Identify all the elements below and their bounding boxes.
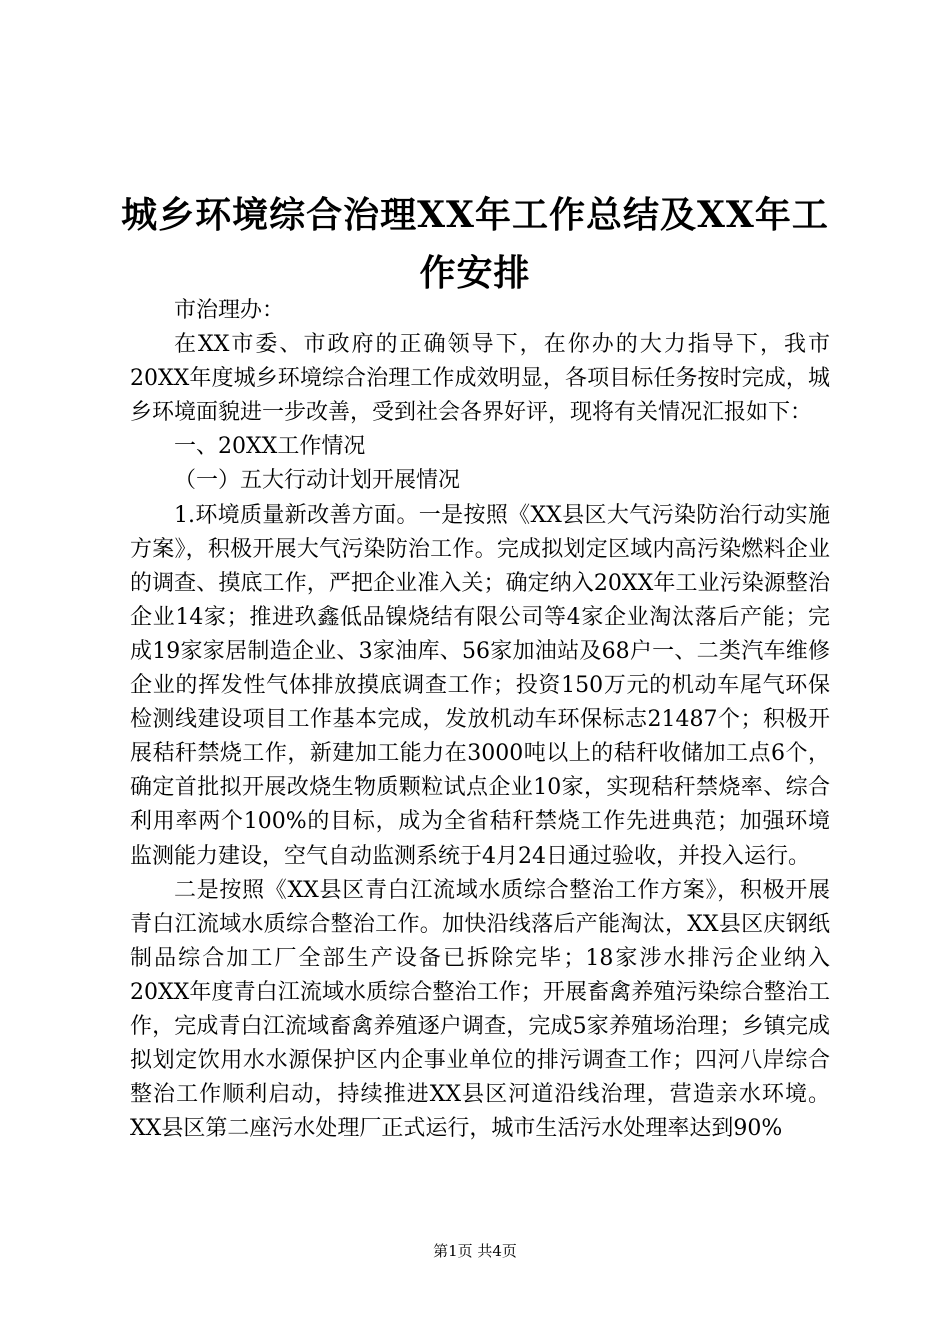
- document-body: [130, 294, 830, 1146]
- page-footer: 第1页 共4页: [433, 1242, 517, 1260]
- intro-paragraph: 在XX市委、市政府的正确领导下，在你办的大力指导下，我市20XX年度城乡环境综合治理工作成效明显，各项目标任务按时完成，城乡环境面貌进一步改善，受到社会各界好评，现将有关情况汇报如下：: [130, 332, 830, 426]
- document-title: 城乡环境综合治理XX年工作总结及XX年工作安排: [121, 194, 829, 294]
- body-paragraph: 二是按照《XX县区青白江流域水质综合整治工作方案》，积极开展青白江流域水质综合整治工作。加快沿线落后产能淘汰，XX县区庆钢纸制品综合加工厂全部生产设备已拆除完毕；18家涉水排污企业纳入20XX年度青白江流域水质综合整治工作；开展畜禽养殖污染综合整治工作，完成青白江流域畜禽养殖逐户调查，完成5家养殖场治理；乡镇完成拟划定饮用水水源保护区内企事业单位的排污调查工作；四河八岸综合整治工作顺利启动，持续推进XX县区河道沿线治理，营造亲水环境。XX县区第二座污水处理厂正式运行，城市生活污水处理率达到90%: [130, 877, 830, 1142]
- salutation-paragraph: 市治理办：: [174, 298, 285, 323]
- section-heading: 一、20XX工作情况: [174, 434, 366, 460]
- subsection-heading: （一）五大行动计划开展情况: [174, 468, 461, 494]
- body-paragraph: 1.环境质量新改善方面。一是按照《XX县区大气污染防治行动实施方案》，积极开展大气污染防治工作。完成拟划定区域内高污染燃料企业的调查、摸底工作，严把企业准入关；确定纳入20XX年工业污染源整治企业14家；推进玖鑫低品镍烧结有限公司等4家企业淘汰落后产能；完成19家家居制造企业、3家油库、56家加油站及68户一、二类汽车维修企业的挥发性气体排放摸底调查工作；投资150万元的机动车尾气环保检测线建设项目工作基本完成，发放机动车环保标志21487个；积极开展秸秆禁烧工作，新建加工能力在3000吨以上的秸秆收储加工点6个，确定首批拟开展改烧生物质颗粒试点企业10家，实现秸秆禁烧率、综合利用率两个100%的目标，成为全省秸秆禁烧工作先进典范；加强环境监测能力建设，空气自动监测系统于4月24日通过验收，并投入运行。: [130, 502, 830, 869]
